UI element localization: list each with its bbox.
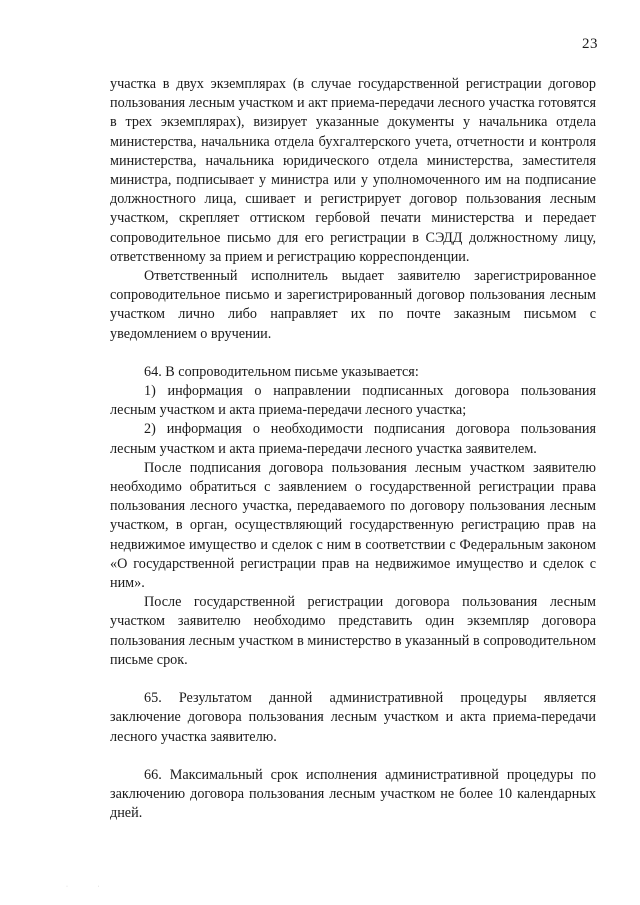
scan-artifact: · · [66,884,114,890]
paragraph-registration-application: После подписания договора пользования лесным участком заявителю необходимо обратиться с заявлением о государственной регистрации права пользования лесного участка, передаваемого по договору пользования лесным участком, в орган, осуществляющий государственную регистрацию прав на недвижимое имущество и сделок с ним в соответствии с Федеральным законом «О государственной регистрации прав на недвижимое имущество и сделок с ним». [110,459,596,592]
paragraph-continuation: участка в двух экземплярах (в случае государственной регистрации договор пользования лесным участком и акт приема-передачи лесного участка готовятся в трех экземплярах), визирует указанные документы у начальника отдела министерства, начальника отдела бухгалтерского учета, отчетности и контроля министерства, начальника юридического отдела министерства, заместителя министра, подписывает у министра или у уполномоченного им на подписание должностного лица, сшивает и регистрирует договор пользования лесным участком, скрепляет оттиском гербовой печати министерства и передает сопроводительное письмо для его регистрации в СЭДД должностному лицу, ответственному за прием и регистрацию корреспонденции. [110,76,596,265]
page-number: 23 [582,36,598,52]
paragraph-registration-submission: После государственной регистрации договора пользования лесным участком заявителю необходимо представить один экземпляр договора пользования лесным участком в министерство в указанный в сопроводительном письме срок. [110,594,596,668]
paragraph-65: 65. Результатом данной административной процедуры является заключение договора пользования лесным участком и акта приема-передачи лесного участка заявителю. [110,690,596,745]
paragraph-64-heading: 64. В сопроводительном письме указывается: [144,363,419,380]
paragraph-64-item-2: 2) информация о необходимости подписания договора пользования лесным участком и акта приема-передачи лесного участка заявителем. [110,421,596,457]
paragraph-66: 66. Максимальный срок исполнения административной процедуры по заключению договора пользования лесным участком не более 10 календарных дней. [110,766,596,822]
document-body [110,75,596,823]
paragraph-issuance: Ответственный исполнитель выдает заявителю зарегистрированное сопроводительное письмо и зарегистрированный договор пользования лесным участком лично либо направляет их по почте заказным письмом с уведомлением о вручении. [110,268,596,342]
paragraph-64-item-1: 1) информация о направлении подписанных договора пользования лесным участком и акта приема-передачи лесного участка; [110,383,596,419]
